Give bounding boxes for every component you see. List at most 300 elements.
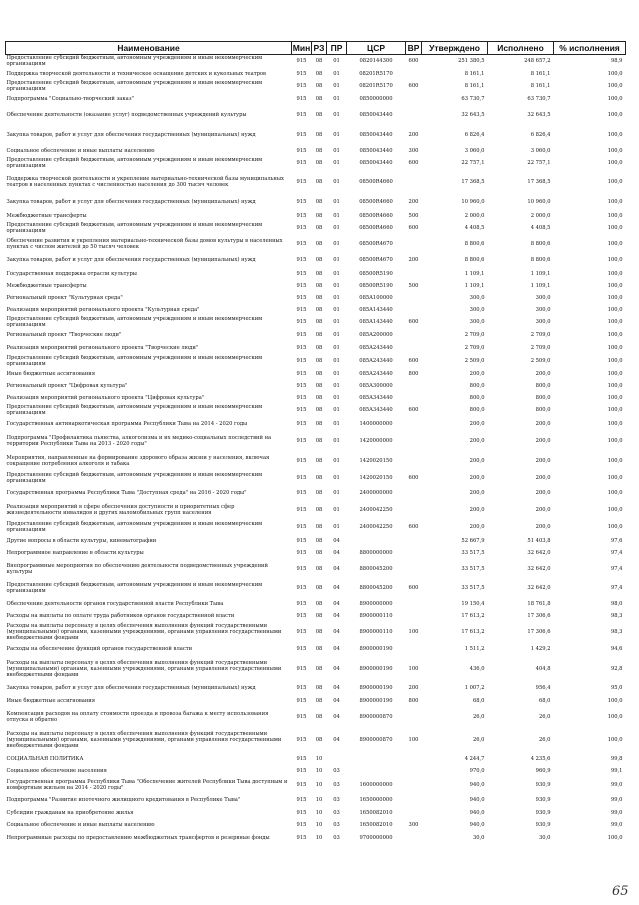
cell-executed: 68,0 <box>538 697 551 704</box>
header-min: Мин <box>292 42 311 53</box>
cell-name: Поддержка творческой деятельности и укрепление материально-технической базы муниципальных театров в населенных пунктах с численностью населения до 300 тысяч человек <box>6 176 284 188</box>
cell-pr: 01 <box>333 282 340 289</box>
cell-csr: 8900000000 <box>359 600 393 607</box>
cell-vr <box>406 68 422 80</box>
cell-name: Иные бюджетные ассигнования <box>6 370 96 377</box>
cell-percent: 100,0 <box>607 147 623 154</box>
cell-csr: 8900000870 <box>359 736 393 743</box>
cell-pr: 04 <box>333 550 340 556</box>
cell-approved: 200,0 <box>469 457 485 464</box>
cell-pr: 04 <box>333 713 340 720</box>
table-row <box>6 292 626 304</box>
cell-approved: 300,0 <box>469 306 485 313</box>
cell-min: 915 <box>296 629 307 635</box>
cell-rz: 08 <box>315 550 323 556</box>
cell-pr: 04 <box>333 697 340 704</box>
cell-rz: 10 <box>315 767 323 774</box>
cell-executed: 800,0 <box>535 407 551 413</box>
cell-approved: 800,0 <box>469 382 485 389</box>
cell-percent: 100,0 <box>607 506 623 513</box>
table-row <box>6 145 626 157</box>
cell-approved: 2 709,0 <box>464 332 485 338</box>
cell-min: 915 <box>296 147 307 154</box>
cell-percent: 97,4 <box>610 585 623 591</box>
cell-percent: 100,0 <box>607 407 623 413</box>
cell-vr: 100 <box>408 736 419 743</box>
cell-rz: 08 <box>315 131 323 138</box>
cell-pr: 01 <box>333 332 340 338</box>
cell-csr: 8900000110 <box>359 612 393 619</box>
cell-pr: 01 <box>333 199 340 205</box>
cell-csr: 085A143440 <box>359 319 393 325</box>
cell-csr: 085A343440 <box>359 394 393 401</box>
cell-pr: 01 <box>333 111 340 118</box>
cell-pr: 04 <box>333 736 340 743</box>
cell-executed: 960,9 <box>535 767 551 774</box>
cell-name: Социальное обеспечение и иные выплаты населению <box>6 147 155 154</box>
cell-executed: 404,8 <box>535 665 551 672</box>
cell-rz: 08 <box>315 489 323 496</box>
cell-name: Закупка товаров, работ и услуг для обеспечения государственных (муниципальных) нужд <box>6 257 256 263</box>
cell-csr: 8900000110 <box>359 629 393 635</box>
cell-percent: 100,0 <box>607 370 623 377</box>
cell-min: 915 <box>296 358 307 364</box>
cell-min: 915 <box>296 537 307 544</box>
table-row <box>6 392 626 404</box>
table-row <box>6 253 626 268</box>
cell-vr <box>406 304 422 316</box>
cell-executed: 6 826,4 <box>530 131 551 138</box>
cell-rz: 08 <box>315 225 323 231</box>
cell-rz: 08 <box>315 736 323 743</box>
cell-min: 915 <box>296 58 307 65</box>
cell-rz: 08 <box>315 147 323 154</box>
cell-name: Закупка товаров, работ и услуг для обеспечения государственных (муниципальных) нужд <box>6 199 256 205</box>
cell-executed: 18 761,8 <box>527 600 551 607</box>
cell-executed: 8 800,6 <box>530 240 551 247</box>
cell-pr: 04 <box>333 566 340 572</box>
cell-csr: 085A300000 <box>359 382 393 389</box>
cell-vr <box>406 342 422 355</box>
cell-approved: 940,0 <box>469 809 485 816</box>
cell-rz: 08 <box>315 319 323 325</box>
cell-percent: 100,0 <box>607 713 623 720</box>
cell-pr: 01 <box>333 240 340 247</box>
table-row <box>6 486 626 500</box>
cell-vr: 200 <box>408 257 419 263</box>
cell-executed: 2 709,0 <box>530 345 551 351</box>
cell-name: Реализация мероприятий регионального проекта "Творческие люди" <box>6 345 199 351</box>
cell-name: Предоставление субсидий бюджетным, автономным учреждениям и иным некоммерческим организациям <box>6 316 263 328</box>
cell-csr: 085A243440 <box>359 345 393 351</box>
cell-csr: 08500R5190 <box>359 270 393 277</box>
table-row <box>6 68 626 80</box>
cell-approved: 30,0 <box>472 834 485 841</box>
cell-pr: 01 <box>333 70 340 77</box>
cell-pr: 04 <box>333 612 340 619</box>
cell-rz: 08 <box>315 437 323 444</box>
cell-name: Обеспечение деятельности органов государственной власти Республики Тыва <box>6 600 224 607</box>
cell-executed: 930,9 <box>535 809 551 816</box>
cell-name: Реализация мероприятий регионального проекта "Цифровая культура" <box>6 394 205 401</box>
cell-executed: 8 161,1 <box>530 83 551 89</box>
cell-vr: 200 <box>408 685 419 691</box>
cell-name: Предоставление субсидий бюджетным, автономным учреждениям и иным некоммерческим организациям <box>6 521 263 533</box>
cell-approved: 33 517,5 <box>461 585 485 591</box>
cell-vr <box>406 417 422 431</box>
header-approved: Утверждено <box>422 42 488 55</box>
cell-vr <box>406 392 422 404</box>
cell-pr: 03 <box>333 767 340 774</box>
cell-approved: 940,0 <box>469 782 485 788</box>
cell-percent: 99,0 <box>610 782 623 788</box>
cell-percent: 99,0 <box>610 797 623 803</box>
cell-percent: 100,0 <box>607 524 623 530</box>
cell-percent: 100,0 <box>607 270 623 277</box>
cell-csr: 08500R4670 <box>359 257 393 263</box>
cell-approved: 200,0 <box>469 475 485 481</box>
cell-percent: 92,8 <box>610 665 623 672</box>
cell-approved: 200,0 <box>469 524 485 530</box>
cell-csr: 1420000000 <box>359 437 393 444</box>
cell-percent: 100,0 <box>607 306 623 313</box>
cell-pr: 01 <box>333 257 340 263</box>
cell-executed: 300,0 <box>535 294 551 301</box>
cell-csr: 085A100000 <box>359 294 393 301</box>
cell-rz: 08 <box>315 257 323 263</box>
cell-executed: 1 109,1 <box>530 270 551 277</box>
cell-name: Непрограммное направление в области культуры <box>6 550 144 556</box>
table-row <box>6 622 626 643</box>
cell-approved: 32 643,5 <box>461 111 485 118</box>
cell-pr: 01 <box>333 489 340 496</box>
table-row <box>6 195 626 210</box>
cell-pr: 01 <box>333 437 340 444</box>
cell-vr <box>406 329 422 342</box>
table-row <box>6 535 626 547</box>
cell-rz: 08 <box>315 199 323 205</box>
cell-name: Государственная поддержка отрасли культуры <box>6 270 137 277</box>
cell-pr: 03 <box>333 821 340 828</box>
cell-approved: 4 244,7 <box>464 755 485 762</box>
cell-rz: 08 <box>315 600 323 607</box>
table-row <box>6 170 626 195</box>
cell-vr <box>406 560 422 579</box>
cell-percent: 100,0 <box>607 95 623 102</box>
cell-percent: 99,1 <box>610 767 623 774</box>
table-row <box>6 807 626 819</box>
cell-pr: 01 <box>333 407 340 413</box>
cell-rz: 08 <box>315 394 323 401</box>
cell-vr <box>406 170 422 195</box>
cell-name: Социальное обеспечение населения <box>6 767 107 774</box>
cell-name: Другие вопросы в области культуры, кинематографии <box>6 537 157 544</box>
cell-min: 915 <box>296 489 307 496</box>
cell-approved: 2 709,0 <box>464 345 485 351</box>
cell-approved: 19 150,4 <box>461 600 485 607</box>
cell-min: 915 <box>296 131 307 138</box>
cell-min: 915 <box>296 270 307 277</box>
cell-name: Межбюджетные трансферты <box>6 282 87 289</box>
cell-min: 915 <box>296 457 307 464</box>
cell-percent: 100,0 <box>607 131 623 138</box>
cell-min: 915 <box>296 332 307 338</box>
cell-approved: 4 408,5 <box>464 225 485 231</box>
cell-rz: 08 <box>315 58 323 65</box>
cell-vr <box>406 451 422 471</box>
cell-csr: 2400042250 <box>359 506 393 513</box>
cell-min: 915 <box>296 566 307 572</box>
cell-pr: 01 <box>333 294 340 301</box>
cell-name: Закупка товаров, работ и услуг для обеспечения государственных (муниципальных) нужд <box>6 685 256 691</box>
table-row <box>6 643 626 656</box>
cell-approved: 200,0 <box>469 489 485 496</box>
cell-vr: 500 <box>408 282 419 289</box>
cell-percent: 100,0 <box>607 257 623 263</box>
cell-name: Расходы на выплаты персоналу в целях обеспечения выполнения функций государственными (муниципальными) органами, казенными учреждениями, органами управления государственными внебюджетными фондами <box>6 659 282 678</box>
cell-approved: 251 380,5 <box>458 58 485 65</box>
cell-executed: 200,0 <box>535 506 551 513</box>
cell-rz: 08 <box>315 240 323 247</box>
cell-vr <box>406 831 422 845</box>
cell-executed: 17 368,5 <box>527 179 551 185</box>
cell-approved: 800,0 <box>469 394 485 401</box>
cell-vr: 600 <box>408 58 419 65</box>
cell-csr: 085A200000 <box>359 332 393 338</box>
cell-min: 915 <box>296 111 307 118</box>
cell-rz: 08 <box>315 111 323 118</box>
cell-min: 915 <box>296 199 307 205</box>
cell-percent: 100,0 <box>607 319 623 325</box>
cell-percent: 100,0 <box>607 736 623 743</box>
cell-executed: 22 757,1 <box>527 160 551 166</box>
cell-min: 915 <box>296 506 307 513</box>
cell-rz: 10 <box>315 755 323 762</box>
cell-percent: 99,0 <box>610 809 623 816</box>
cell-rz: 08 <box>315 537 323 544</box>
table-row <box>6 380 626 392</box>
cell-name: Поддержка творческой деятельности и техническое оснащение детских и кукольных театров <box>6 70 266 77</box>
cell-min: 915 <box>296 407 307 413</box>
cell-csr: 8900000190 <box>359 665 393 672</box>
cell-name: Подпрограмма "Социально-творческий заказ" <box>6 95 134 102</box>
page-number: 65 <box>612 884 629 899</box>
table-row <box>6 598 626 610</box>
cell-rz: 08 <box>315 612 323 619</box>
cell-approved: 22 757,1 <box>461 160 485 166</box>
cell-percent: 100,0 <box>607 420 623 427</box>
cell-vr <box>406 807 422 819</box>
cell-csr: 08201R5170 <box>359 70 393 77</box>
cell-vr: 800 <box>408 697 419 704</box>
cell-executed: 17 306,6 <box>527 629 551 635</box>
cell-rz: 08 <box>315 475 323 481</box>
table-row <box>6 355 626 368</box>
cell-approved: 940,0 <box>469 821 485 828</box>
cell-min: 915 <box>296 797 307 803</box>
table-row <box>6 417 626 431</box>
cell-pr: 01 <box>333 95 340 102</box>
cell-vr: 600 <box>408 358 419 364</box>
cell-min: 915 <box>296 370 307 377</box>
cell-rz: 08 <box>315 332 323 338</box>
cell-percent: 98,3 <box>610 629 623 635</box>
cell-vr <box>406 610 422 622</box>
cell-executed: 1 109,1 <box>530 282 551 289</box>
cell-csr: 1420020150 <box>359 457 393 464</box>
cell-pr: 04 <box>333 629 340 635</box>
cell-executed: 956,4 <box>535 685 551 691</box>
cell-approved: 8 800,6 <box>464 240 485 247</box>
cell-pr: 03 <box>333 834 340 841</box>
cell-name: Иные бюджетные ассигнования <box>6 697 96 704</box>
cell-rz: 08 <box>315 457 323 464</box>
table-row <box>6 753 626 765</box>
cell-pr: 03 <box>333 797 340 803</box>
cell-min: 915 <box>296 70 307 77</box>
cell-approved: 33 517,5 <box>461 566 485 572</box>
cell-vr: 600 <box>408 225 419 231</box>
cell-executed: 8 800,6 <box>530 257 551 263</box>
cell-approved: 940,0 <box>469 797 485 803</box>
header-pr: ПР <box>327 42 347 55</box>
cell-percent: 100,0 <box>607 697 623 704</box>
cell-min: 915 <box>296 809 307 816</box>
cell-min: 915 <box>296 240 307 247</box>
cell-rz: 10 <box>315 834 323 841</box>
cell-approved: 436,0 <box>469 665 485 672</box>
cell-csr: 0850043440 <box>359 131 393 138</box>
cell-executed: 2 709,0 <box>530 332 551 338</box>
cell-csr <box>347 535 406 547</box>
table-row <box>6 656 626 682</box>
cell-name: Реализация мероприятий регионального проекта "Культурная среда" <box>6 306 200 313</box>
cell-approved: 8 800,6 <box>464 257 485 263</box>
table-row <box>6 765 626 777</box>
cell-vr: 600 <box>408 319 419 325</box>
cell-csr: 9700000000 <box>359 834 393 841</box>
cell-vr <box>406 268 422 280</box>
cell-executed: 51 403,8 <box>527 537 551 544</box>
cell-rz: 08 <box>315 95 323 102</box>
cell-min: 915 <box>296 767 307 774</box>
cell-pr: 04 <box>333 665 340 672</box>
cell-approved: 1 109,1 <box>464 282 485 289</box>
cell-executed: 248 657,2 <box>524 58 551 65</box>
table-row <box>6 280 626 292</box>
cell-rz: 08 <box>315 665 323 672</box>
header-executed: Исполнено <box>488 42 554 55</box>
cell-pr: 03 <box>333 809 340 816</box>
table-row <box>6 105 626 125</box>
cell-percent: 100,0 <box>607 834 623 841</box>
cell-executed: 30,0 <box>538 834 551 841</box>
cell-executed: 800,0 <box>535 382 551 389</box>
cell-rz: 08 <box>315 685 323 691</box>
cell-vr: 800 <box>408 370 419 377</box>
cell-approved: 970,0 <box>469 767 485 774</box>
cell-name: Региональный проект "Цифровая культура" <box>6 382 128 389</box>
cell-pr: 01 <box>333 83 340 89</box>
table-row <box>6 547 626 560</box>
cell-csr: 0850043440 <box>359 160 393 166</box>
cell-approved: 800,0 <box>469 407 485 413</box>
cell-name: Расходы на выплаты персоналу в целях обеспечения выполнения функций государственными (муниципальными) органами, казенными учреждениями, органами управления государственными внебюджетными фондами <box>6 730 282 749</box>
cell-vr: 200 <box>408 199 419 205</box>
cell-pr: 01 <box>333 179 340 185</box>
cell-percent: 98,9 <box>610 58 623 65</box>
cell-csr <box>347 753 406 765</box>
cell-approved: 1 109,1 <box>464 270 485 277</box>
cell-vr: 300 <box>408 147 419 154</box>
cell-executed: 200,0 <box>535 420 551 427</box>
cell-csr: 1650082010 <box>359 809 393 816</box>
cell-pr: 04 <box>333 646 340 652</box>
cell-min: 915 <box>296 821 307 828</box>
cell-rz: 08 <box>315 160 323 166</box>
cell-percent: 100,0 <box>607 111 623 118</box>
cell-name: Подпрограмма "Развитие ипотечного жилищного кредитования в Республике Тыва" <box>6 797 241 803</box>
cell-percent: 97,6 <box>610 537 623 544</box>
table-row <box>6 610 626 622</box>
cell-name: Внепрограммные мероприятия по обеспечению деятельности подведомственных учреждений культуры <box>6 563 268 575</box>
cell-approved: 17 368,5 <box>461 179 485 185</box>
table-row <box>6 682 626 695</box>
table-row <box>6 304 626 316</box>
cell-min: 915 <box>296 437 307 444</box>
cell-executed: 3 060,0 <box>530 147 551 154</box>
cell-csr: 8900000190 <box>359 685 393 691</box>
cell-name: Социальное обеспечение и иные выплаты населению <box>6 821 155 828</box>
cell-pr: 01 <box>333 306 340 313</box>
cell-rz: 08 <box>315 420 323 427</box>
cell-executed: 200,0 <box>535 524 551 530</box>
cell-executed: 300,0 <box>535 306 551 313</box>
cell-executed: 2 509,0 <box>530 358 551 364</box>
cell-min: 915 <box>296 697 307 704</box>
cell-approved: 68,0 <box>472 697 485 704</box>
cell-vr <box>406 547 422 560</box>
cell-percent: 100,0 <box>607 179 623 185</box>
table-row <box>6 80 626 93</box>
cell-rz: 08 <box>315 370 323 377</box>
table-row <box>6 831 626 845</box>
cell-name: Региональный проект "Творческие люди" <box>6 332 122 338</box>
table-row <box>6 431 626 451</box>
cell-min: 915 <box>296 306 307 313</box>
cell-vr <box>406 794 422 807</box>
cell-approved: 300,0 <box>469 294 485 301</box>
cell-name: Обеспечение деятельности (оказание услуг) подведомственных учреждений культуры <box>6 111 247 118</box>
cell-csr: 08500R5190 <box>359 282 393 289</box>
table-row <box>6 93 626 105</box>
cell-pr <box>327 753 347 765</box>
cell-pr: 01 <box>333 345 340 351</box>
cell-rz: 08 <box>315 212 323 219</box>
cell-vr <box>406 643 422 656</box>
table-header-row <box>6 42 626 55</box>
cell-name: Государственная программа Республики Тыва "Обеспечение жителей Республики Тыва доступным и комфортным жильем на 2014 - 2020 годы" <box>6 779 288 791</box>
cell-executed: 200,0 <box>535 457 551 464</box>
cell-csr: 0850043440 <box>359 147 393 154</box>
cell-csr: 8800045200 <box>359 566 393 572</box>
cell-rz: 08 <box>315 358 323 364</box>
cell-name: Реализация мероприятий в сфере обеспечения доступности и приоритетных сфер жизнедеятельности инвалидов и других маломобильных групп населения <box>6 503 235 516</box>
cell-min: 915 <box>296 612 307 619</box>
cell-name: Предоставление субсидий бюджетным, автономным учреждениям и иным некоммерческим организациям <box>6 404 263 416</box>
cell-min: 915 <box>296 95 307 102</box>
cell-rz: 10 <box>315 809 323 816</box>
